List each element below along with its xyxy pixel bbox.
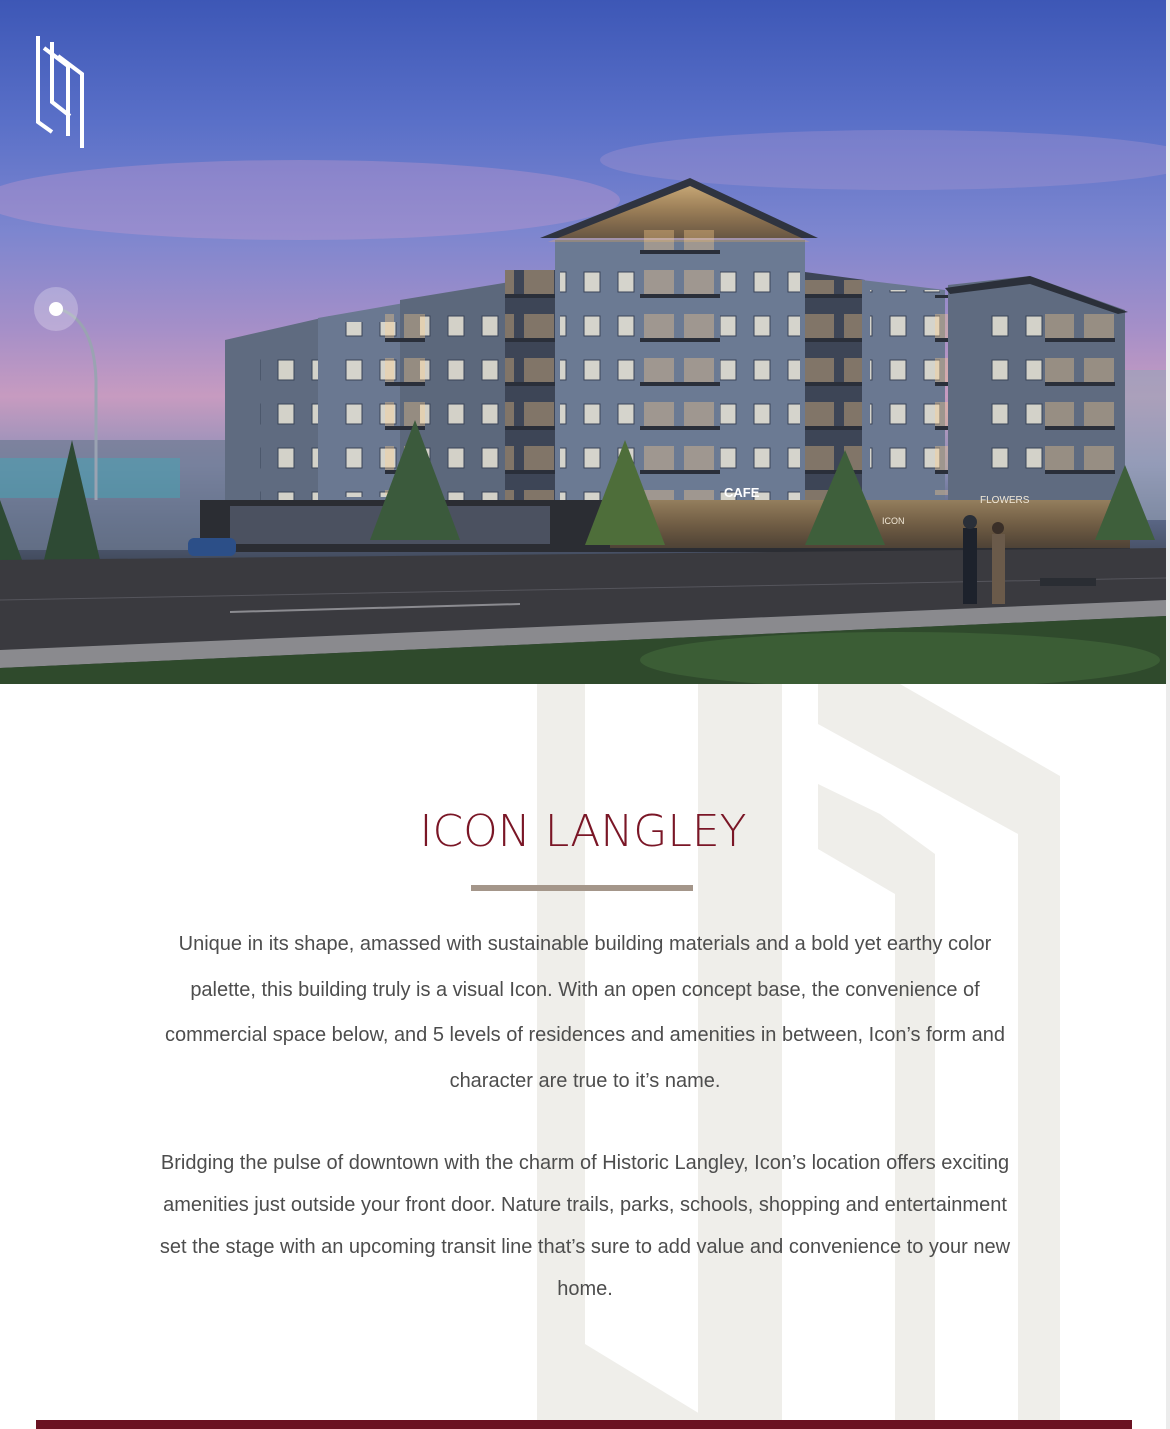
flowers-sign: FLOWERS [980,495,1030,506]
building-illustration [0,0,1166,684]
footer-bar [36,1420,1132,1429]
title-divider [471,885,693,891]
description-paragraph-2: Bridging the pulse of downtown with the charm of Historic Langley, Icon’s location offers exciting amenities just outside your front door. Nature trails, parks, schools, shopping and entertainment set the stage with an upcoming transit line that’s sure to add value and convenience to your new home. [159,1152,1011,1300]
page-edge [1166,0,1170,1429]
page-title: ICON LANGLEY [419,806,747,857]
description-paragraph-1: Unique in its shape, amassed with sustainable building materials and a bold yet earthy color palette, this building truly is a visual Icon. With an open concept base, the convenience of commercial space below, and 5 levels of residences and amenities in between, Icon’s form and character are true to it’s name. [164,933,1006,1092]
cafe-sign: CAFE [724,485,760,500]
icon-sign: ICON [882,516,905,526]
icon-langley-monogram-icon [30,32,90,152]
hero-image [0,0,1166,684]
